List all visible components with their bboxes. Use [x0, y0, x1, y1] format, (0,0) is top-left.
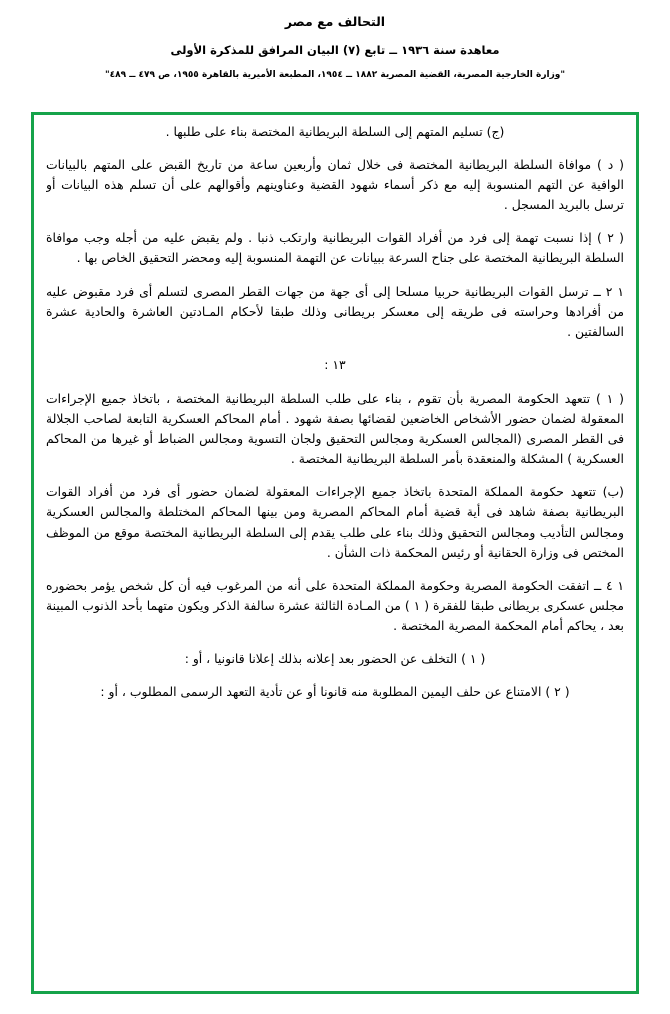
- document-subtitle: معاهدة سنة ١٩٣٦ ــ تابع (٧) البيان المرافق للمذكرة الأولى: [170, 43, 500, 57]
- document-header: [0, 0, 670, 80]
- page-title: التحالف مع مصر: [284, 14, 386, 29]
- paragraph-article-13-number: ١٣ :: [324, 356, 346, 372]
- paragraph-article-13-clause-1: ( ١ ) تتعهد الحكومة المصرية بأن تقوم ، بناء على طلب السلطة البريطانية المختصة ، باتخاذ جميع الإجراءات المعقولة لضمان حضور الأشخاص الخاضعين لقضائها بصفة شهود . أمام المحاكم العسكرية التابعة لصاحب الجلالة فى القطر المصرى (المجالس العسكرية ومجالس التحقيق ولجان التسوية ومجالس الضباط أو غيرها من المحاكم العسكرية ) المشكلة والمنعقدة بأمر السلطة البريطانية المختصة .: [46, 390, 624, 467]
- paragraph-article-12: ١ ٢ ــ ترسل القوات البريطانية حربيا مسلحا إلى أى جهة من جهات القطر المصرى لتسلم أى فرد مقبوض عليه من أفرادها وحراسته فى طريقه إلى معسكر بريطانى وذلك طبقا لأحكام المـادتين العاشرة والحادية عشرة السالفتين .: [46, 283, 624, 339]
- document-body: [46, 122, 624, 984]
- paragraph-clause-d: ( د ) موافاة السلطة البريطانية المختصة فى خلال ثمان وأربعين ساعة من تاريخ القبض على المتهم بالبيانات الوافية عن التهم المنسوبة إليه مع ذكر أسماء شهود القضية وعناوينهم وأقوالهم على أن تسلم هذه البيانات أو ترسل بالبريد المسجل .: [46, 157, 624, 213]
- paragraph-clause-j: (ج) تسليم المتهم إلى السلطة البريطانية المختصة بناء على طلبها .: [165, 124, 505, 139]
- paragraph-clause-2: ( ٢ ) إذا نسبت تهمة إلى فرد من أفراد القوات البريطانية وارتكب ذنبا . ولم يقبض عليه من أجله وجب موافاة السلطة البريطانية المختصة على جناح السرعة ببيانات عن التهمة المنسوبة إليه ومحضر التحقيق الخاص بها .: [46, 230, 624, 266]
- paragraph-article-13-clause-b: (ب) تتعهد حكومة المملكة المتحدة باتخاذ جميع الإجراءات المعقولة لضمان حضور أى فرد من أفراد القوات البريطانية بصفة شاهد فى أية قضية أمام المحاكم المصرية ومن بينها المحاكم المختلطة والمجالس العسكرية ومجالس التأديب ومجالس التحقيق وذلك بناء على طلب يقدم إلى السلطة البريطانية المختصة موقع من الموظف المختص فى وزارة الحقانية أو رئيس المحكمة ذات الشأن .: [46, 484, 624, 560]
- paragraph-article-14-item-1: ( ١ ) التخلف عن الحضور بعد إعلانه بذلك إعلانا قانونيا ، أو :: [184, 650, 486, 666]
- paragraph-article-14: ١ ٤ ــ اتفقت الحكومة المصرية وحكومة المملكة المتحدة على أنه من المرغوب فيه أن كل شخص يؤمر بحضوره مجلس عسكرى بريطانى طبقا للفقرة ( ١ ) من المـادة الثالثة عشرة سالفة الذكر ويكون متهما بأحد الذنوب المبينة بعد ، يحاكم أمام المحكمة المصرية المختصة .: [46, 577, 624, 633]
- source-citation: "وزارة الخارجية المصرية، القضية المصرية ١٨٨٢ ــ ١٩٥٤، المطبعة الأميرية بالقاهرة ١٩٥٥، ص ٤٧٩ ــ ٤٨٩": [104, 70, 566, 80]
- paragraph-article-14-item-2: ( ٢ ) الامتناع عن حلف اليمين المطلوبة منه قانونا أو عن تأدية التعهد الرسمى المطلوب ، أو :: [100, 684, 570, 700]
